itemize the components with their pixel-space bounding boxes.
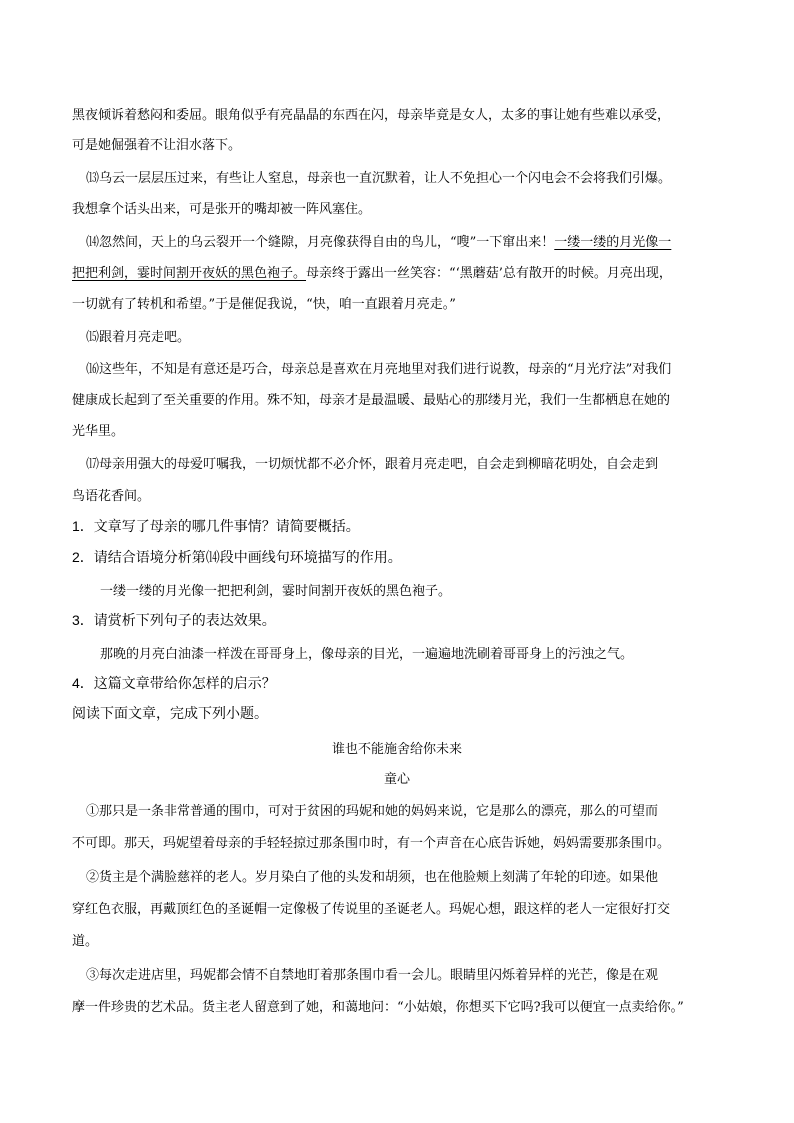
paragraph-16-line-2: 健康成长起到了至关重要的作用。殊不知，母亲才是最温暖、最贴心的那缕月光，我们一生都栖息在她的	[72, 393, 671, 408]
passage-2-paragraph-3-line-1: ③每次走进店里，玛妮都会情不自禁地盯着那条围巾看一会儿。眼睛里闪烁着异样的光芒，像是在观	[86, 968, 659, 983]
passage-2-paragraph-2-line-2: 穿红色衣服，再戴顶红色的圣诞帽一定像极了传说里的圣诞老人。玛妮心想，跟这样的老人一定很好打交	[72, 902, 671, 917]
underlined-sentence-end: 把把利剑，霎时间割开夜妖的黑色袍子。	[72, 266, 307, 281]
passage-2-paragraph-2-line-1: ②货主是个满脸慈祥的老人。岁月染白了他的头发和胡须，也在他脸颊上刻满了年轮的印迹。如果他	[86, 870, 659, 885]
paragraph-15: ⒂跟着月亮走吧。	[86, 330, 191, 345]
paragraph-14-line-2	[72, 262, 672, 281]
question-3-quote: 那晚的月亮白油漆一样泼在哥哥身上，像母亲的目光，一遍遍地洗刷着哥哥身上的污浊之气。	[100, 647, 634, 662]
question-3: 3．请赏析下列句子的表达效果。	[72, 612, 276, 628]
passage-2-paragraph-3-line-2: 摩一件珍贵的艺术品。货主老人留意到了她，和蔼地问：“小姑娘，你想买下它吗?我可以便宜一点卖给你。”	[72, 1000, 684, 1015]
question-4: 4．这篇文章带给你怎样的启示？	[72, 675, 276, 691]
passage-2-paragraph-1-line-2: 不可即。那天，玛妮望着母亲的手轻轻掠过那条围巾时，有一个声音在心底告诉她，妈妈需要那条围巾。	[72, 836, 671, 851]
passage-2-author: 童心	[383, 772, 410, 787]
paragraph-13-line-2: 我想拿个话头出来，可是张开的嘴却被一阵风塞住。	[72, 202, 372, 217]
paragraph-17-line-2: 鸟语花香间。	[72, 489, 151, 504]
question-1: 1．文章写了母亲的哪几件事情？请简要概括。	[72, 518, 360, 534]
paragraph-13-cont-line-2: 可是她倔强着不让泪水落下。	[72, 138, 242, 153]
paragraph-14-text: 母亲终于露出一丝笑容：“‘黑蘑菇’总有散开的时候。月亮出现，	[306, 266, 672, 281]
paragraph-16-line-3: 光华里。	[72, 424, 125, 439]
passage-2-paragraph-2-line-3: 道。	[72, 934, 99, 949]
paragraph-14-text: ⒁忽然间，天上的乌云裂开一个缝隙，月亮像获得自由的鸟儿，“嗖”一下窜出来！	[86, 235, 555, 250]
paragraph-17-line-1: ⒄母亲用强大的母爱叮嘱我，一切烦忧都不必介怀，跟着月亮走吧，自会走到柳暗花明处，自会走到	[86, 457, 659, 472]
paragraph-14-line-1	[86, 231, 671, 250]
paragraph-14-line-3: 一切就有了转机和希望。”于是催促我说，“快，咱一直跟着月亮走。”	[72, 297, 456, 312]
question-2-quote: 一缕一缕的月光像一把把利剑，霎时间割开夜妖的黑色袍子。	[100, 584, 452, 599]
paragraph-13-cont-line-1: 黑夜倾诉着愁闷和委屈。眼角似乎有亮晶晶的东西在闪，母亲毕竟是女人，太多的事让她有些难以承受，	[72, 108, 671, 123]
paragraph-16-line-1: ⒃这些年，不知是有意还是巧合，母亲总是喜欢在月亮地里对我们进行说教，母亲的“月光疗法”对我们	[86, 362, 672, 377]
passage-2-paragraph-1-line-1: ①那只是一条非常普通的围巾，可对于贫困的玛妮和她的妈妈来说，它是那么的漂亮，那么的可望而	[86, 804, 659, 819]
question-2: 2．请结合语境分析第⒁段中画线句环境描写的作用。	[72, 549, 402, 565]
paragraph-13-line-1: ⒀乌云一层层压过来，有些让人窒息，母亲也一直沉默着，让人不免担心一个闪电会不会将我们引爆。	[86, 171, 672, 186]
reading-instruction: 阅读下面文章，完成下列小题。	[72, 705, 268, 721]
underlined-sentence-start: 一缕一缕的月光像一	[554, 235, 672, 250]
passage-2-title: 谁也不能施舍给你未来	[331, 742, 462, 757]
